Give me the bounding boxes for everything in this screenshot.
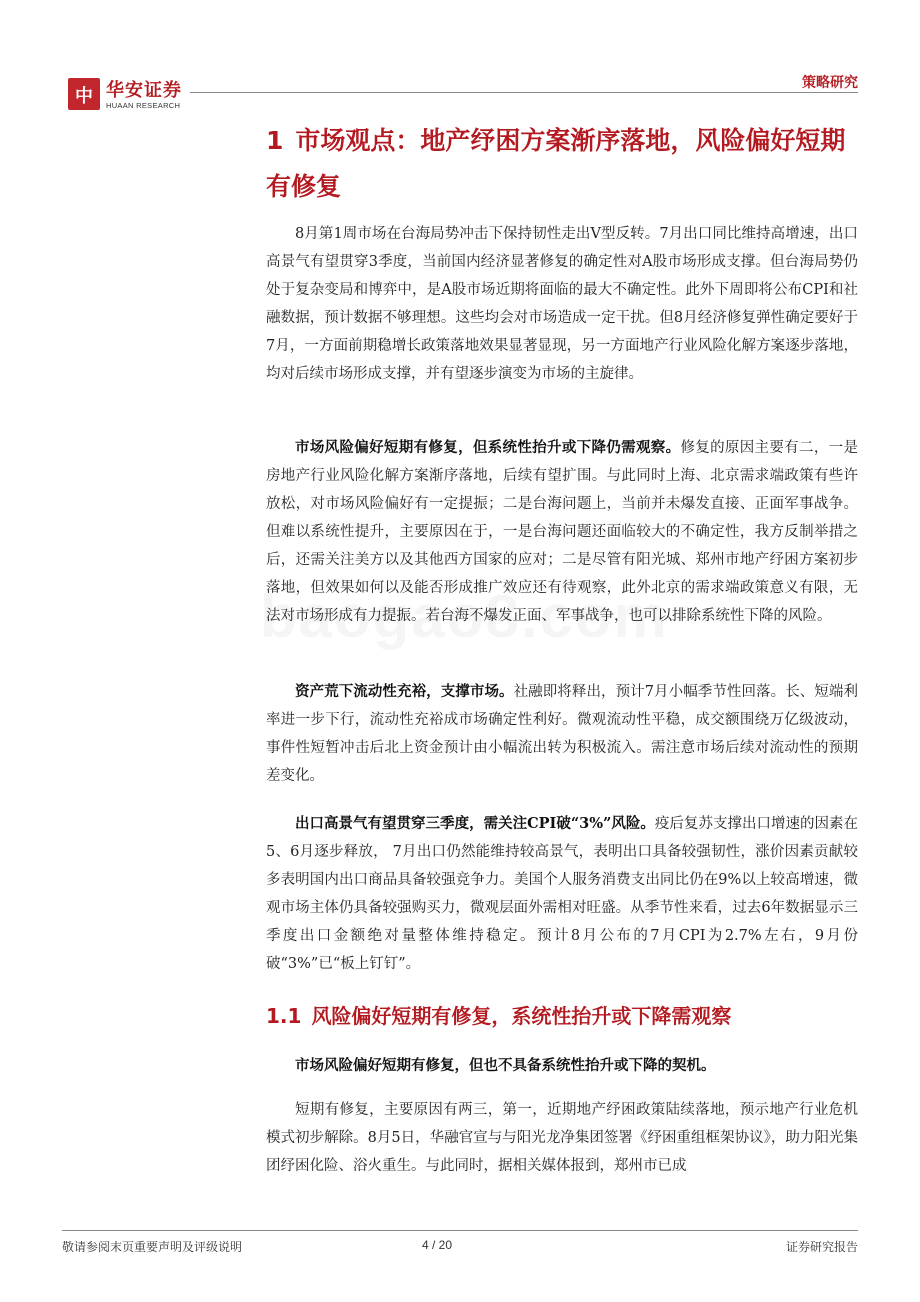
- subsection-number: 1.1: [266, 1004, 302, 1028]
- logo-text-cn: 华安证券: [106, 80, 182, 101]
- paragraph-lead: 出口高景气有望贯穿三季度，需关注CPI破“3%”风险。: [295, 815, 655, 832]
- section-title: 市场观点：地产纾困方案渐序落地，风险偏好短期有修复: [266, 126, 846, 201]
- paragraph-lead: 市场风险偏好短期有修复，但系统性抬升或下降仍需观察。: [295, 439, 681, 456]
- paragraph-3: 资产荒下流动性充裕，支撑市场。社融即将释出，预计7月小幅季节性回落。长、短端利率进一步下行，流动性充裕成市场确定性利好。微观流动性平稳，成交额围绕万亿级波动，事件性短暂冲击后北上资金预计由小幅流出转为积极流入。需注意市场后续对流动性的预期差变化。: [266, 683, 858, 784]
- paragraph-1: 8月第1周市场在台海局势冲击下保持韧性走出V型反转。7月出口同比维持高增速，出口高景气有望贯穿3季度，当前国内经济显著修复的确定性对A股市场形成支撑。但台海局势仍处于复杂变局和博弈中，是A股市场近期将面临的最大不确定性。此外下周即将公布CPI和社融数据，预计数据不够理想。这些均会对市场造成一定干扰。但8月经济修复弹性确定要好于7月，一方面前期稳增长政策落地效果显著显现，另一方面地产行业风险化解方案逐步落地，均对后续市场形成支撑，并有望逐步演变为市场的主旋律。: [266, 226, 858, 382]
- section-number: 1: [266, 126, 284, 155]
- section-label: 策略研究: [802, 75, 858, 91]
- page-header: [62, 68, 858, 118]
- paragraph-5: [266, 1052, 858, 1080]
- paragraph-lead: 资产荒下流动性充裕，支撑市场。: [295, 683, 514, 700]
- logo-mark-icon: 中: [68, 78, 100, 110]
- footer-divider: [62, 1230, 858, 1231]
- section-heading-1: [266, 118, 866, 210]
- page-number: 4 / 20: [422, 1238, 453, 1252]
- footer-disclaimer: 敬请参阅末页重要声明及评级说明: [62, 1240, 243, 1254]
- company-logo: [62, 68, 202, 118]
- section-heading-1-1: [266, 1000, 866, 1029]
- header-divider: [190, 92, 858, 93]
- logo-text-en: HUAAN RESEARCH: [106, 101, 181, 110]
- page-footer: [62, 1230, 858, 1270]
- paragraph-2: 市场风险偏好短期有修复，但系统性抬升或下降仍需观察。修复的原因主要有二，一是房地产行业风险化解方案渐序落地，后续有望扩围。与此同时上海、北京需求端政策有些许放松，对市场风险偏好有一定提振；二是台海问题上，当前并未爆发直接、正面军事战争。但难以系统性提升，主要原因在于，一是台海问题还面临较大的不确定性，我方反制举措之后，还需关注美方以及其他西方国家的应对；二是尽管有阳光城、郑州市地产纾困方案初步落地，但效果如何以及能否形成推广效应还有待观察，此外北京的需求端政策意义有限，无法对市场形成有力提振。若台海不爆发正面、军事战争，也可以排除系统性下降的风险。: [266, 439, 859, 624]
- subsection-title: 风险偏好短期有修复，系统性抬升或下降需观察: [311, 1004, 732, 1028]
- paragraph-6: 短期有修复，主要原因有两三，第一，近期地产纾困政策陆续落地，预示地产行业危机模式初步解除。8月5日，华融官宣与与阳光龙净集团签署《纾困重组框架协议》，助力阳光集团纾困化险、浴火重生。与此同时，据相关媒体报到，郑州市已成: [266, 1102, 858, 1174]
- paragraph-lead: 市场风险偏好短期有修复，但也不具备系统性抬升或下降的契机。: [295, 1057, 716, 1074]
- report-type: 证券研究报告: [785, 1240, 858, 1254]
- paragraph-4: 出口高景气有望贯穿三季度，需关注CPI破“3%”风险。疫后复苏支撑出口增速的因素在5、6月逐步释放， 7月出口仍然能维持较高景气，表明出口具备较强韧性，涨价因素贡献较多表明国内出口商品具备较强竞争力。美国个人服务消费支出同比仍在9%以上较高增速，微观市场主体仍具备较强购买力，微观层面外需相对旺盛。从季节性来看，过去6年数据显示三季度出口金额绝对量整体维持稳定。预计8月公布的7月CPI为2.7%左右，9月份破“3%”已“板上钉钉”。: [266, 815, 859, 972]
